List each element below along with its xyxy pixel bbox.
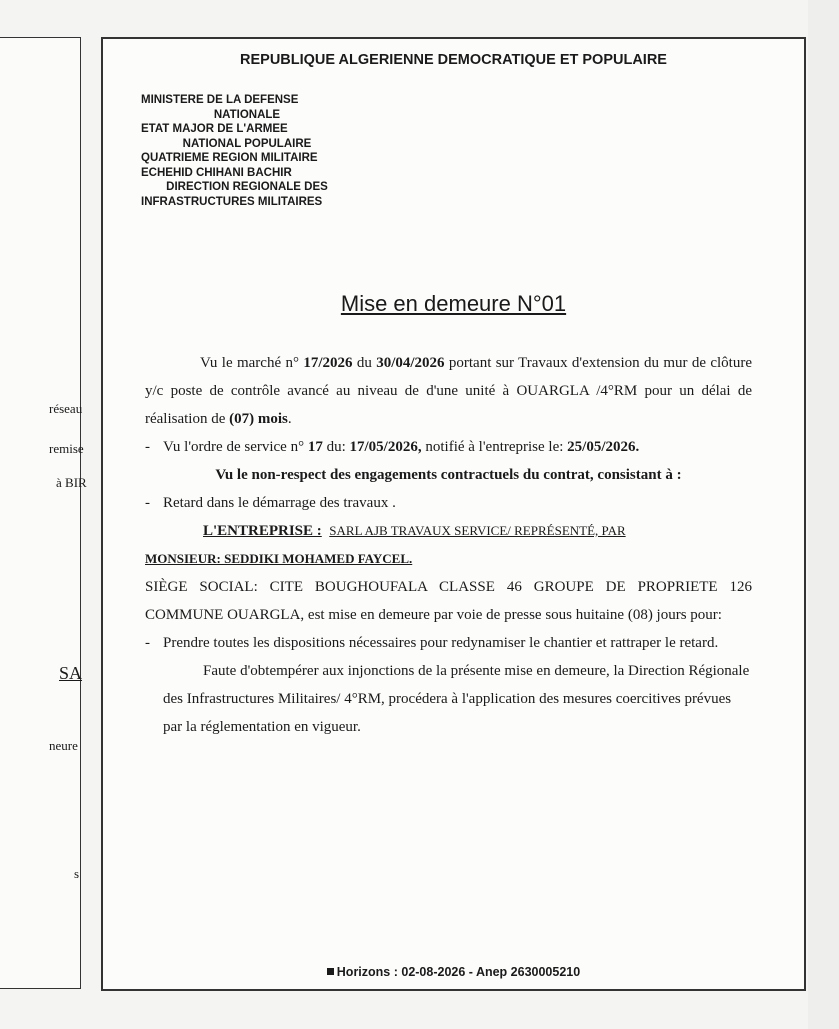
text: Vu l'ordre de service n° <box>163 439 308 455</box>
square-bullet-icon <box>327 968 334 975</box>
market-number: 17/2026 <box>303 355 353 371</box>
company-representative: MONSIEUR: SEDDIKI MOHAMED FAYCEL. <box>145 551 413 566</box>
left-fragment: à BIR <box>56 475 87 490</box>
bullet-delay: - Retard dans le démarrage des travaux . <box>145 489 752 517</box>
issuer-block <box>141 93 353 209</box>
text: du: <box>322 439 350 455</box>
paragraph-siege: SIÈGE SOCIAL: CITE BOUGHOUFALA CLASSE 46 GROUPE DE PROPRIETE 126 COMMUNE OUARGLA, est mise en demeure par voie de presse sous huitaine (08) jours pour: <box>145 579 752 623</box>
notice-title <box>103 291 804 317</box>
paragraph-breach: Vu le non-respect des engagements contractuels du contrat, consistant à : <box>215 467 682 483</box>
paragraph-order: - Vu l'ordre de service n° 17 du: 17/05/2026, notifié à l'entreprise le: 25/05/2026. <box>145 439 640 455</box>
notice-body <box>145 349 752 741</box>
left-fragment: remise <box>49 441 84 456</box>
issuer-line: MINISTERE DE LA DEFENSE <box>141 94 299 106</box>
paragraph-market <box>145 349 752 433</box>
issuer-line: INFRASTRUCTURES MILITAIRES <box>141 195 323 208</box>
text: du <box>352 355 377 371</box>
issuer-line: NATIONAL POPULAIRE <box>182 137 312 150</box>
paragraph-sanction: Faute d'obtempérer aux injonctions de la présente mise en demeure, la Direction Régionale des Infrastructures Militaires/ 4°RM, procédera à l'application des mesures coercitives prévues par la réglementation en vigueur. <box>163 663 750 735</box>
footer-text: Horizons : 02-08-2026 - Anep 2630005210 <box>336 965 581 979</box>
mise-en-demeure-notice <box>101 37 806 991</box>
issuer-line: ETAT MAJOR DE L'ARMEE <box>141 123 288 135</box>
market-date: 30/04/2026 <box>376 355 445 371</box>
notice-title-text: Mise en demeure N°01 <box>340 291 567 316</box>
text: Prendre toutes les dispositions nécessaires pour redynamiser le chantier et rattraper le retard. <box>163 635 719 651</box>
text: Retard dans le démarrage des travaux . <box>163 495 396 511</box>
text: Vu le marché n° <box>200 355 304 371</box>
company-line <box>145 517 752 545</box>
publication-footer <box>103 965 804 979</box>
text: portant sur Travaux d'extension du mur de clôture y/c poste de contrôle avancé au niveau de d'une unité à OUARGLA /4°RM pour un délai de réalisation de <box>145 355 752 427</box>
text: . <box>287 411 292 427</box>
order-number: 17 <box>307 439 323 455</box>
company-label: L'ENTREPRISE : <box>203 523 322 539</box>
issuer-line: DIRECTION REGIONALE DES <box>166 181 328 193</box>
issuer-line: QUATRIEME REGION MILITAIRE <box>141 152 318 164</box>
left-fragment: réseau <box>49 401 83 416</box>
notify-date: 25/05/2026. <box>567 439 640 455</box>
page-margin <box>808 0 839 1029</box>
issuer-line: NATIONALE <box>213 108 281 121</box>
company-name: SARL AJB TRAVAUX SERVICE/ REPRÉSENTÉ, PAR <box>329 523 626 538</box>
text: notifié à l'entreprise le: <box>421 439 568 455</box>
issuer-line: ECHEHID CHIHANI BACHIR <box>141 166 292 179</box>
bullet-action: - Prendre toutes les dispositions nécessaires pour redynamiser le chantier et rattraper le retard. <box>145 629 752 657</box>
delay: (07) mois <box>229 411 288 427</box>
previous-notice-column <box>0 37 87 989</box>
left-fragment: neure <box>49 738 78 753</box>
left-fragment: s <box>74 866 80 881</box>
country-heading: REPUBLIQUE ALGERIENNE DEMOCRATIQUE ET POPULAIRE <box>240 52 667 68</box>
order-date: 17/05/2026, <box>349 439 422 455</box>
left-fragment: SA <box>59 663 83 683</box>
